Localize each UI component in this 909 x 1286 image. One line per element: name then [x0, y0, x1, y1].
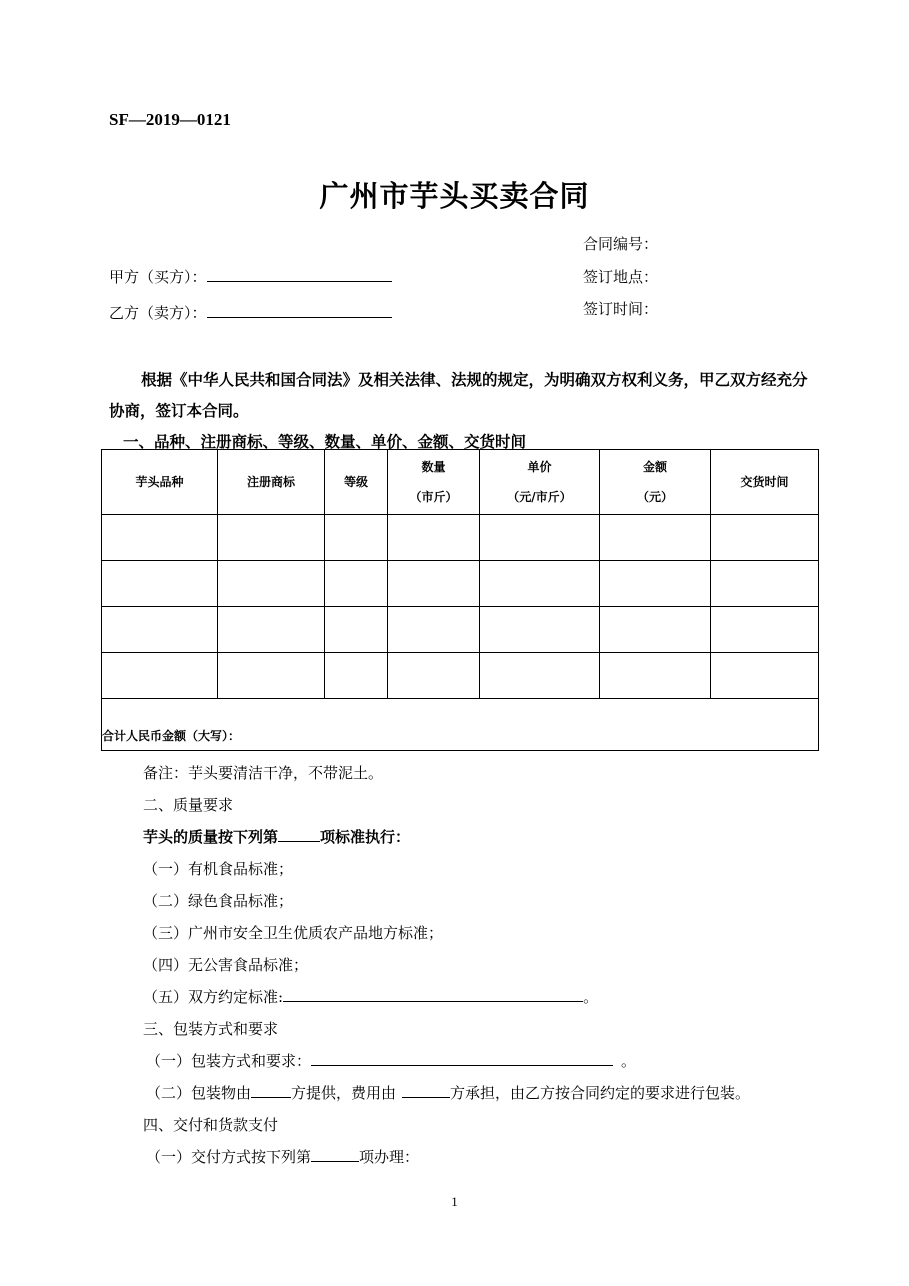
- quality-item-4: （四）无公害食品标准；: [143, 956, 309, 974]
- table-cell[interactable]: [480, 515, 600, 561]
- party-a-field: [109, 266, 392, 287]
- sign-place-label: 签订地点：: [583, 268, 659, 286]
- packaging-item-2: [146, 1082, 750, 1103]
- table-cell[interactable]: [102, 561, 218, 607]
- party-a-blank[interactable]: [207, 267, 392, 282]
- table-cell[interactable]: [388, 561, 480, 607]
- party-b-label: 乙方（卖方）：: [109, 304, 207, 322]
- section-3-title: 三、包装方式和要求: [143, 1020, 279, 1038]
- quality-item-1: （一）有机食品标准；: [143, 860, 294, 878]
- section-4-title: 四、交付和货款支付: [143, 1116, 279, 1134]
- table-cell[interactable]: [325, 607, 388, 653]
- quality-item-5: [143, 986, 598, 1007]
- column-header-variety: 芋头品种: [102, 450, 218, 515]
- section-1-title: 一、品种、注册商标、等级、数量、单价、金额、交货时间: [123, 432, 527, 451]
- table-cell[interactable]: [711, 515, 819, 561]
- standard-choice-blank[interactable]: [278, 827, 320, 842]
- period: 。: [583, 988, 599, 1006]
- total-row: [102, 699, 819, 751]
- column-header-grade: 等级: [325, 450, 388, 515]
- delivery-item-1-text-b: 项办理：: [359, 1148, 420, 1166]
- column-header-amount: 金额 （元）: [600, 450, 711, 515]
- packaging-method-blank[interactable]: [311, 1051, 613, 1066]
- table-cell[interactable]: [218, 607, 325, 653]
- packaging-provider-blank[interactable]: [251, 1083, 291, 1098]
- quality-item-5-label: （五）双方约定标准:: [143, 988, 284, 1006]
- quality-lead-text: 芋头的质量按下列第: [143, 828, 279, 846]
- quality-standard-lead: [143, 826, 410, 847]
- table-cell[interactable]: [600, 561, 711, 607]
- quality-lead-end: 项标准执行：: [320, 828, 411, 846]
- goods-table: [101, 449, 819, 751]
- cost-bearer-blank[interactable]: [402, 1083, 450, 1098]
- table-cell[interactable]: [711, 653, 819, 699]
- table-cell[interactable]: [480, 653, 600, 699]
- table-header-row: [102, 450, 819, 515]
- period: 。: [621, 1052, 637, 1070]
- party-a-label: 甲方（买方）：: [109, 268, 207, 286]
- column-header-unit-price: 单价 （元/市斤）: [480, 450, 600, 515]
- table-cell[interactable]: [218, 653, 325, 699]
- table-row: [102, 653, 819, 699]
- table-cell[interactable]: [600, 515, 711, 561]
- delivery-item-1-text-a: （一）交付方式按下列第: [146, 1148, 312, 1166]
- delivery-item-1: [146, 1146, 419, 1167]
- sign-time-label: 签订时间：: [583, 300, 659, 318]
- delivery-choice-blank[interactable]: [311, 1147, 359, 1162]
- table-cell[interactable]: [325, 561, 388, 607]
- table-cell[interactable]: [600, 653, 711, 699]
- table-cell[interactable]: [388, 607, 480, 653]
- quality-item-3: （三）广州市安全卫生优质农产品地方标准；: [143, 924, 444, 942]
- packaging-item-2-text-c: 方承担，由乙方按合同约定的要求进行包装。: [450, 1084, 751, 1102]
- packaging-item-2-text-b: 方提供，费用由: [291, 1084, 397, 1102]
- table-cell[interactable]: [388, 653, 480, 699]
- total-amount-label[interactable]: 合计人民币金额（大写）：: [102, 699, 819, 751]
- packaging-item-2-text-a: （二）包装物由: [146, 1084, 252, 1102]
- table-cell[interactable]: [102, 515, 218, 561]
- table-cell[interactable]: [325, 515, 388, 561]
- remark-text: 备注：芋头要清洁干净，不带泥土。: [143, 764, 384, 782]
- table-cell[interactable]: [325, 653, 388, 699]
- table-row: [102, 607, 819, 653]
- column-header-delivery-time: 交货时间: [711, 450, 819, 515]
- intro-paragraph: 根据《中华人民共和国合同法》及相关法律、法规的规定，为明确双方权利义务，甲乙双方经充分协商，签订本合同。: [109, 370, 808, 420]
- table-cell[interactable]: [102, 653, 218, 699]
- table-cell[interactable]: [480, 561, 600, 607]
- table-cell[interactable]: [711, 607, 819, 653]
- table-cell[interactable]: [102, 607, 218, 653]
- page-number: 1: [451, 1194, 458, 1209]
- table-row: [102, 515, 819, 561]
- quality-item-2: （二）绿色食品标准；: [143, 892, 294, 910]
- document-title: 广州市芋头买卖合同: [319, 179, 590, 213]
- column-header-quantity: 数量 （市斤）: [388, 450, 480, 515]
- contract-number-label: 合同编号：: [583, 235, 659, 253]
- packaging-item-1-label: （一）包装方式和要求：: [146, 1052, 312, 1070]
- table-cell[interactable]: [711, 561, 819, 607]
- section-2-title: 二、质量要求: [143, 796, 234, 814]
- party-b-blank[interactable]: [207, 303, 392, 318]
- table-cell[interactable]: [480, 607, 600, 653]
- column-header-trademark: 注册商标: [218, 450, 325, 515]
- agreed-standard-blank[interactable]: [283, 987, 583, 1002]
- packaging-item-1: [146, 1050, 636, 1071]
- contract-serial-number: SF—2019—0121: [109, 110, 231, 129]
- party-b-field: [109, 302, 392, 323]
- table-cell[interactable]: [218, 561, 325, 607]
- table-cell[interactable]: [218, 515, 325, 561]
- table-cell[interactable]: [600, 607, 711, 653]
- table-row: [102, 561, 819, 607]
- table-cell[interactable]: [388, 515, 480, 561]
